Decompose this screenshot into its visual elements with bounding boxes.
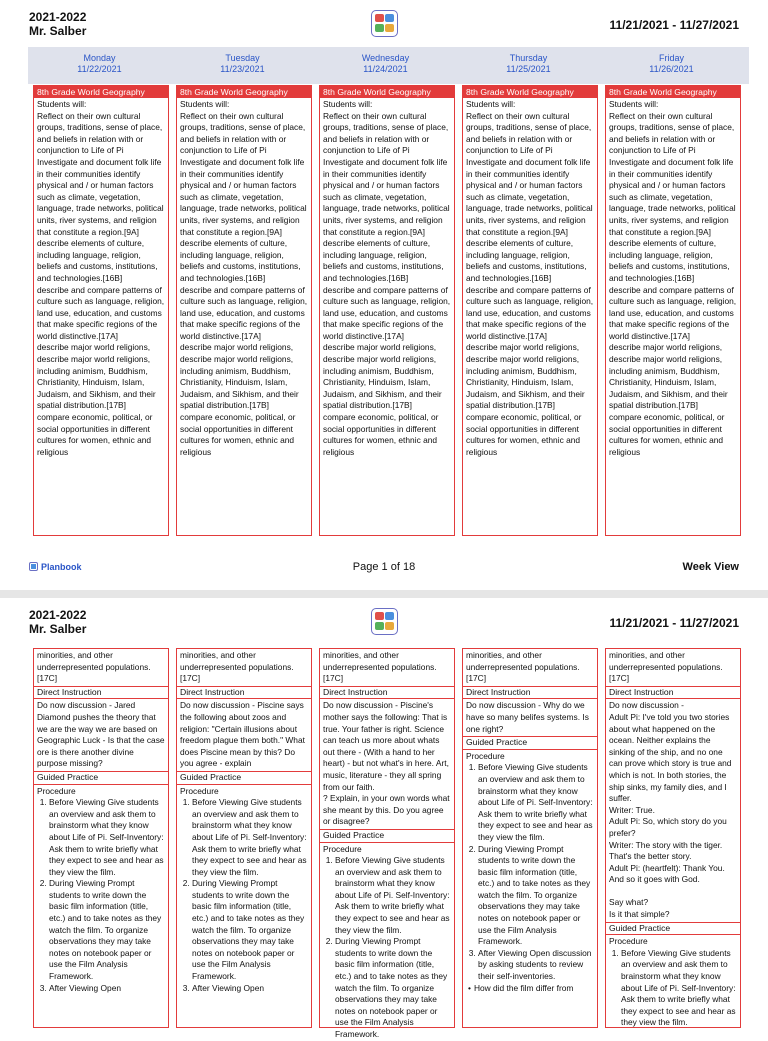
day-header-monday[interactable]: Monday 11/22/2021 bbox=[77, 53, 122, 74]
page-number: Page 1 of 18 bbox=[352, 561, 416, 573]
continuation-text: minorities, and other underrepresented populations.[17C] bbox=[180, 650, 294, 684]
objectives-text: Students will: Reflect on their own cultural groups, traditions, sense of place, and beliefs in relation with or conjunction to Life of Pi Investigate and document folk life in their communities identify physical and / or human factors such as climate, vegetation, language, trade networks, political units, river systems, and religion that constitute a region.[9A] describe elements of culture, including language, religion, beliefs and customs, institutions, and technologies.[16B] describe and compare patterns of culture such as language, religion, land use, education, and customs that make specific regions of the world distinctive.[17A] describe major world religions, describe major world religions, including animism, Buddhism, Christianity, Hinduism, Islam, Judaism, and Sikhism, and their spatial distribution.[17B] compare economic, political, or social opportunities in different cultures for women, ethnic and religious bbox=[180, 99, 308, 457]
procedure-step: 2. During Viewing Prompt students to write down the basic film information (title, etc.) and to take notes as they watch the film. To organize observations they may take notes on notebook paper or use the Film Analysis Framework. bbox=[478, 844, 594, 948]
date-range: 11/21/2021 - 11/27/2021 bbox=[609, 616, 739, 630]
procedure-list bbox=[606, 948, 740, 1029]
objectives-text: Students will: Reflect on their own cultural groups, traditions, sense of place, and beliefs in relation with or conjunction to Life of Pi Investigate and document folk life in their communities identify physical and / or human factors such as climate, vegetation, language, trade networks, political units, river systems, and religion that constitute a region.[9A] describe elements of culture, including language, religion, beliefs and customs, institutions, and technologies.[16B] describe and compare patterns of culture such as language, religion, land use, education, and customs that make specific regions of the world distinctive.[17A] describe major world religions, describe major world religions, including animism, Buddhism, Christianity, Hinduism, Islam, Judaism, and Sikhism, and their spatial distribution.[17B] compare economic, political, or social opportunities in different cultures for women, ethnic and religious bbox=[466, 99, 594, 457]
lesson-card-monday[interactable] bbox=[33, 85, 169, 536]
continuation-text: minorities, and other underrepresented populations.[17C] bbox=[609, 650, 723, 684]
lesson-card-wednesday-cont[interactable] bbox=[319, 648, 455, 1039]
procedure-step: 1. Before Viewing Give students an overview and ask them to brainstorm what they know about Life of Pi. Self-Inventory: Ask them to write briefly what they expect to see and hear as they view the film. bbox=[621, 948, 737, 1029]
course-title: 8th Grade World Geography bbox=[320, 86, 454, 98]
procedure-label: Procedure bbox=[609, 936, 648, 947]
day-header-thursday[interactable]: Thursday 11/25/2021 bbox=[506, 53, 551, 74]
section-direct-instruction: Direct Instruction bbox=[320, 687, 454, 700]
procedure-bullet: • How did the film differ from bbox=[476, 983, 594, 995]
lesson-card-wednesday[interactable] bbox=[319, 85, 455, 536]
section-direct-instruction: Direct Instruction bbox=[177, 687, 311, 700]
procedure-list bbox=[463, 762, 597, 982]
view-mode-label: Week View bbox=[682, 561, 739, 573]
lesson-card-monday-cont[interactable] bbox=[33, 648, 169, 1028]
procedure-step: 2. During Viewing Prompt students to write down the basic film information (title, etc.) and to take notes as they watch the film. To organize observations they may take notes on notebook paper or use the Film Analysis Framework. bbox=[335, 936, 451, 1040]
lesson-card-tuesday-cont[interactable] bbox=[176, 648, 312, 1028]
school-year: 2021-2022 bbox=[29, 608, 87, 622]
direct-instruction-text: Do now discussion - Piscine says the following about zoos and religion: "Certain illusions about freedom plague them both." What does Piscine mean by this? Do you agree - explain bbox=[180, 700, 305, 769]
objectives-text: Students will: Reflect on their own cultural groups, traditions, sense of place, and beliefs in relation with or conjunction to Life of Pi Investigate and document folk life in their communities identify physical and / or human factors such as climate, vegetation, language, trade networks, political units, river systems, and religion that constitute a region.[9A] describe elements of culture, including language, religion, beliefs and customs, institutions, and technologies.[16B] describe and compare patterns of culture such as language, religion, land use, education, and customs that make specific regions of the world distinctive.[17A] describe major world religions, describe major world religions, including animism, Buddhism, Christianity, Hinduism, Islam, Judaism, and Sikhism, and their spatial distribution.[17B] compare economic, political, or social opportunities in different cultures for women, ethnic and religious bbox=[37, 99, 165, 457]
procedure-step: 1. Before Viewing Give students an overview and ask them to brainstorm what they know about Life of Pi. Self-Inventory: Ask them to write briefly what they expect to see and hear as they view the film. bbox=[478, 762, 594, 843]
course-title: 8th Grade World Geography bbox=[177, 86, 311, 98]
procedure-label: Procedure bbox=[180, 785, 219, 796]
objectives-text: Students will: Reflect on their own cultural groups, traditions, sense of place, and beliefs in relation with or conjunction to Life of Pi Investigate and document folk life in their communities identify physical and / or human factors such as climate, vegetation, language, trade networks, political units, river systems, and religion that constitute a region.[9A] describe elements of culture, including language, religion, beliefs and customs, institutions, and technologies.[16B] describe and compare patterns of culture such as language, religion, land use, education, and customs that make specific regions of the world distinctive.[17A] describe major world religions, describe major world religions, including animism, Buddhism, Christianity, Hinduism, Islam, Judaism, and Sikhism, and their spatial distribution.[17B] compare economic, political, or social opportunities in different cultures for women, ethnic and religious bbox=[323, 99, 451, 457]
section-guided-practice: Guided Practice bbox=[320, 830, 454, 843]
school-year: 2021-2022 bbox=[29, 10, 87, 24]
lesson-card-thursday-cont[interactable] bbox=[462, 648, 598, 1028]
page-separator bbox=[0, 590, 768, 598]
section-direct-instruction: Direct Instruction bbox=[606, 687, 740, 700]
procedure-label: Procedure bbox=[37, 785, 76, 796]
procedure-step: 1. Before Viewing Give students an overview and ask them to brainstorm what they know about Life of Pi. Self-Inventory: Ask them to write briefly what they expect to see and hear as they view the film. bbox=[192, 797, 308, 878]
continuation-text: minorities, and other underrepresented populations.[17C] bbox=[37, 650, 151, 684]
planner-page-2 bbox=[0, 598, 768, 1039]
direct-instruction-text: Do now discussion - Piscine's mother says the following: That is true. Your father is right. Science can teach us more about whats out there - (With a hand to her heart) - but not what's in here. Art, music, literature - they all spring from our faith. ? Explain, in your own words what she meant by this. Do you agree or disagree? bbox=[323, 700, 450, 827]
direct-instruction-text: Do now discussion - Adult Pi: I've told you two stories about what happened on the ocean. Neither explains the sinking of the ship, and no one can prove which story is true and which is not. In both stories, the ship sinks, my family dies, and I suffer. Writer: True. Adult Pi: So, which story do you prefer? Writer: The story with the tiger. That's the better story. Adult Pi: (heartfelt): Thank You. And so it goes with God. Say what? Is it that simple? bbox=[609, 700, 732, 920]
procedure-sublist bbox=[463, 983, 597, 995]
teacher-name: Mr. Salber bbox=[29, 24, 87, 38]
procedure-step: 1. Before Viewing Give students an overview and ask them to brainstorm what they know about Life of Pi. Self-Inventory: Ask them to write briefly what they expect to see and hear as they view the film. bbox=[335, 855, 451, 936]
course-title: 8th Grade World Geography bbox=[606, 86, 740, 98]
day-header-wednesday[interactable]: Wednesday 11/24/2021 bbox=[361, 53, 410, 74]
section-direct-instruction: Direct Instruction bbox=[463, 687, 597, 700]
procedure-step: 3. After Viewing Open bbox=[49, 983, 165, 995]
planbook-logo-icon bbox=[371, 608, 398, 635]
procedure-list bbox=[177, 797, 311, 994]
direct-instruction-text: Do now discussion - Why do we have so many belifes systems. Is one right? bbox=[466, 700, 589, 734]
procedure-step: 2. During Viewing Prompt students to write down the basic film information (title, etc.) and to take notes as they watch the film. To organize observations they may take notes on notebook paper or use the Film Analysis Framework. bbox=[192, 878, 308, 982]
course-title: 8th Grade World Geography bbox=[463, 86, 597, 98]
day-header-band bbox=[28, 47, 749, 84]
section-guided-practice: Guided Practice bbox=[463, 737, 597, 750]
direct-instruction-text: Do now discussion - Jared Diamond pushes the theory that we are the way we are based on Geographic Luck - Is that the case ore is there another divine purpose missing? bbox=[37, 700, 165, 769]
continuation-text: minorities, and other underrepresented populations.[17C] bbox=[323, 650, 437, 684]
section-direct-instruction: Direct Instruction bbox=[34, 687, 168, 700]
procedure-list bbox=[320, 855, 454, 1041]
procedure-step: 1. Before Viewing Give students an overview and ask them to brainstorm what they know about Life of Pi. Self-Inventory: Ask them to write briefly what they expect to see and hear as they view the film. bbox=[49, 797, 165, 878]
section-guided-practice: Guided Practice bbox=[606, 923, 740, 936]
date-range: 11/21/2021 - 11/27/2021 bbox=[609, 18, 739, 32]
continuation-text: minorities, and other underrepresented populations.[17C] bbox=[466, 650, 580, 684]
procedure-step: 3. After Viewing Open discussion by asking students to review their self-inventories. bbox=[478, 948, 594, 983]
header-info bbox=[29, 10, 86, 38]
procedure-list bbox=[34, 797, 168, 994]
section-guided-practice: Guided Practice bbox=[177, 772, 311, 785]
planbook-link[interactable]: Planbook bbox=[29, 562, 82, 572]
day-header-friday[interactable]: Friday 11/26/2021 bbox=[649, 53, 694, 74]
lesson-card-friday-cont[interactable] bbox=[605, 648, 741, 1028]
course-title: 8th Grade World Geography bbox=[34, 86, 168, 98]
procedure-step: 2. During Viewing Prompt students to write down the basic film information (title, etc.) and to take notes as they watch the film. To organize observations they may take notes on notebook paper or use the Film Analysis Framework. bbox=[49, 878, 165, 982]
planbook-logo-icon bbox=[371, 10, 398, 37]
lesson-card-thursday[interactable] bbox=[462, 85, 598, 536]
procedure-label: Procedure bbox=[323, 843, 362, 854]
day-header-tuesday[interactable]: Tuesday 11/23/2021 bbox=[220, 53, 265, 74]
procedure-label: Procedure bbox=[466, 750, 505, 761]
header-info bbox=[29, 608, 86, 636]
section-guided-practice: Guided Practice bbox=[34, 772, 168, 785]
teacher-name: Mr. Salber bbox=[29, 622, 87, 636]
procedure-step: 3. After Viewing Open bbox=[192, 983, 308, 995]
objectives-text: Students will: Reflect on their own cultural groups, traditions, sense of place, and beliefs in relation with or conjunction to Life of Pi Investigate and document folk life in their communities identify physical and / or human factors such as climate, vegetation, language, trade networks, political units, river systems, and religion that constitute a region.[9A] describe elements of culture, including language, religion, beliefs and customs, institutions, and technologies.[16B] describe and compare patterns of culture such as language, religion, land use, education, and customs that make specific regions of the world distinctive.[17A] describe major world religions, describe major world religions, including animism, Buddhism, Christianity, Hinduism, Islam, Judaism, and Sikhism, and their spatial distribution.[17B] compare economic, political, or social opportunities in different cultures for women, ethnic and religious bbox=[609, 99, 737, 457]
lesson-card-friday[interactable] bbox=[605, 85, 741, 536]
lesson-card-tuesday[interactable] bbox=[176, 85, 312, 536]
